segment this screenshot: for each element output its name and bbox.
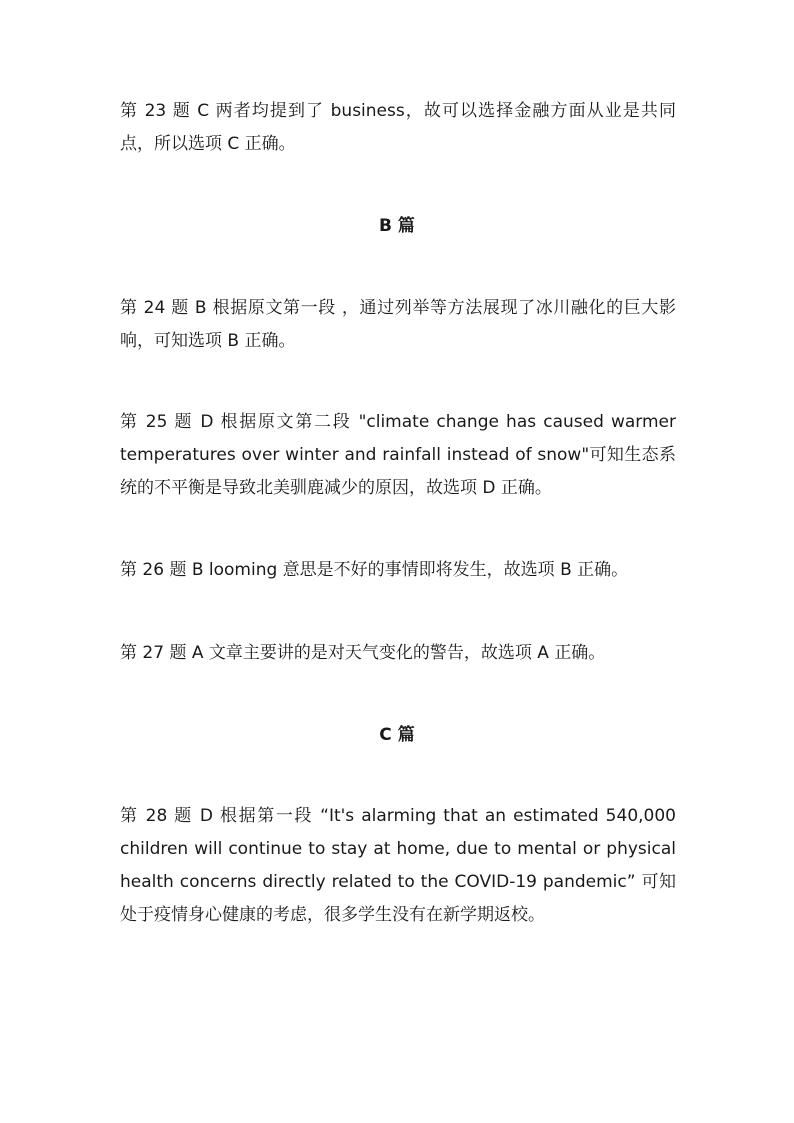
- answer-q23: 第 23 题 C 两者均提到了 business，故可以选择金融方面从业是共同点，所以选项 C 正确。: [120, 101, 676, 154]
- answer-q24: 第 24 题 B 根据原文第一段 ，通过列举等方法展现了冰川融化的巨大影响，可知选项 B 正确。: [120, 298, 676, 351]
- section-heading-c: C 篇: [379, 725, 415, 745]
- answer-q28: 第 28 题 D 根据第一段 “It's alarming that an estimated 540,000 children will continue to stay at home, due to mental or physical health concerns directly related to the COVID-19 pandemic” 可知处于疫情身心健康的考虑，很多学生没有在新学期返校。: [120, 806, 676, 925]
- answer-q26: 第 26 题 B looming 意思是不好的事情即将发生，故选项 B 正确。: [120, 560, 629, 580]
- answer-q27: 第 27 题 A 文章主要讲的是对天气变化的警告，故选项 A 正确。: [120, 643, 606, 663]
- section-heading-b: B 篇: [379, 216, 415, 236]
- answer-q25: 第 25 题 D 根据原文第二段 "climate change has caused warmer temperatures over winter and rainfall instead of snow"可知生态系统的不平衡是导致北美驯鹿减少的原因，故选项 D 正确。: [120, 412, 676, 498]
